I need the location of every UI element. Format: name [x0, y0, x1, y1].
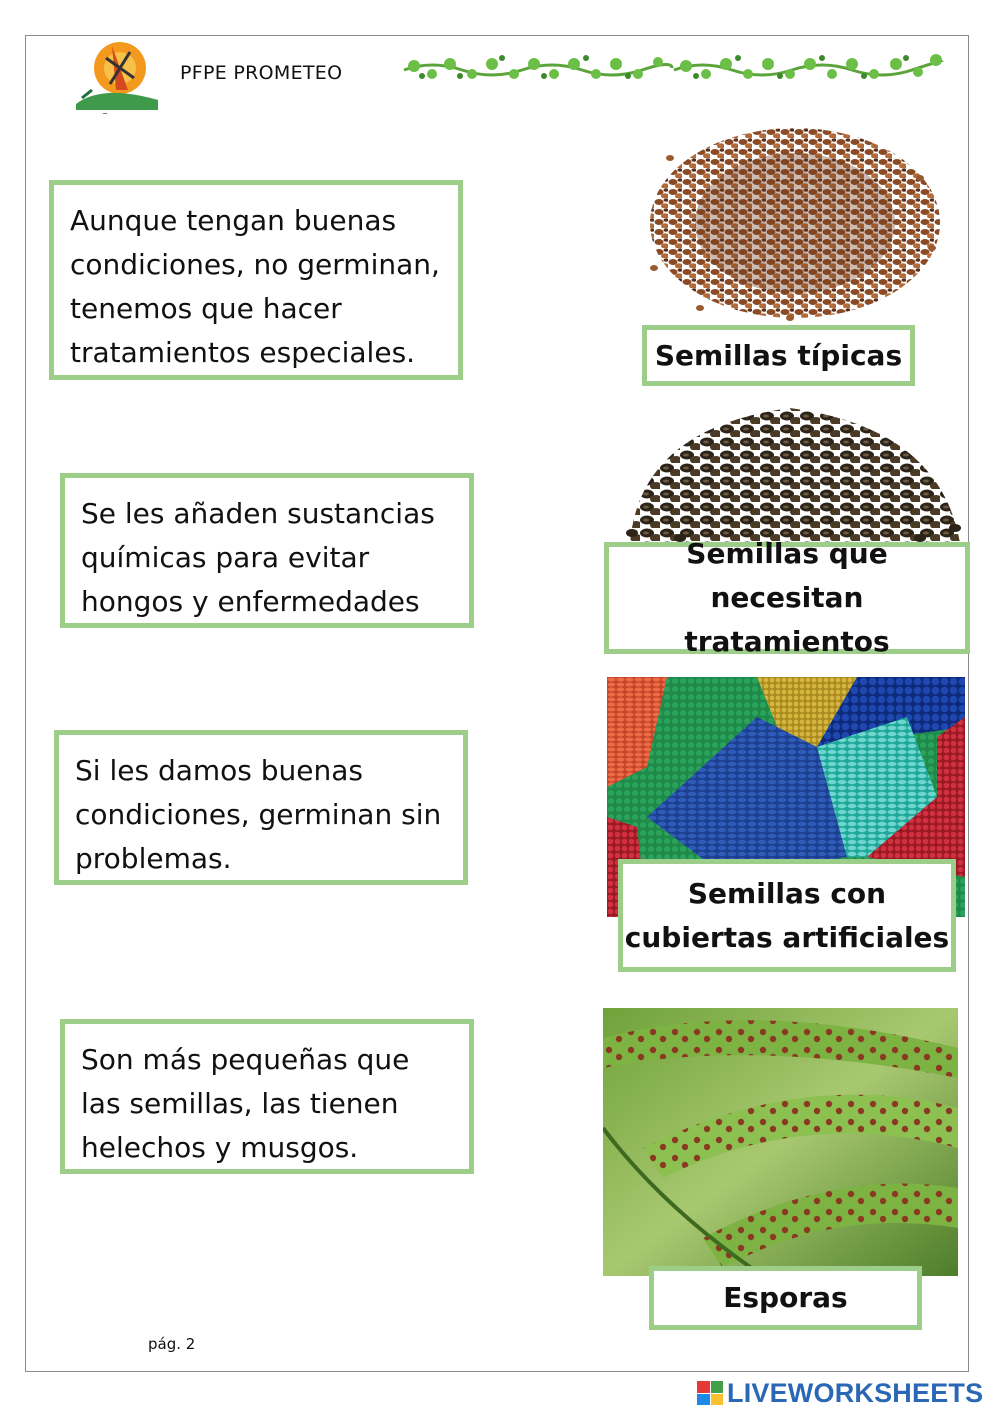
- label-box-3[interactable]: [618, 859, 956, 972]
- definition-text-1: Aunque tengan buenas condiciones, no germinan, tenemos que hacer tratamientos especiales.: [70, 204, 440, 369]
- definition-box-4[interactable]: [60, 1019, 474, 1174]
- brand-text: LIVEWORKSHEETS: [727, 1377, 984, 1408]
- label-text-2: Semillas que necesitan tratamientos: [684, 537, 890, 658]
- definition-box-3[interactable]: [54, 730, 468, 885]
- page-number: pág. 2: [148, 1335, 196, 1353]
- definition-text-4: Son más pequeñas que las semillas, las tienen helechos y musgos.: [81, 1043, 410, 1164]
- header-title: PFPE PROMETEO: [180, 62, 343, 84]
- definition-box-1[interactable]: [49, 180, 463, 380]
- label-box-4[interactable]: [649, 1266, 922, 1330]
- prometeo-logo-icon: [72, 38, 160, 118]
- fern-spores-image: [603, 1008, 958, 1276]
- brown-seeds-image: [640, 118, 945, 328]
- definition-text-2: Se les añaden sustancias químicas para evitar hongos y enfermedades: [81, 497, 435, 618]
- vine-border-icon: [402, 50, 944, 86]
- liveworksheets-logo-icon: [697, 1381, 723, 1405]
- label-text-3: Semillas con cubiertas artificiales: [624, 876, 950, 954]
- dark-seeds-image: [620, 398, 965, 548]
- label-box-2[interactable]: [604, 537, 970, 658]
- definition-text-3: Si les damos buenas condiciones, germinan sin problemas.: [75, 754, 442, 875]
- svg-text:~: ~: [102, 110, 108, 118]
- liveworksheets-brand[interactable]: [697, 1378, 983, 1408]
- label-text-1: Semillas típicas: [654, 338, 903, 372]
- label-text-4: Esporas: [723, 1281, 848, 1314]
- label-box-1[interactable]: [642, 325, 915, 386]
- definition-box-2[interactable]: [60, 473, 474, 628]
